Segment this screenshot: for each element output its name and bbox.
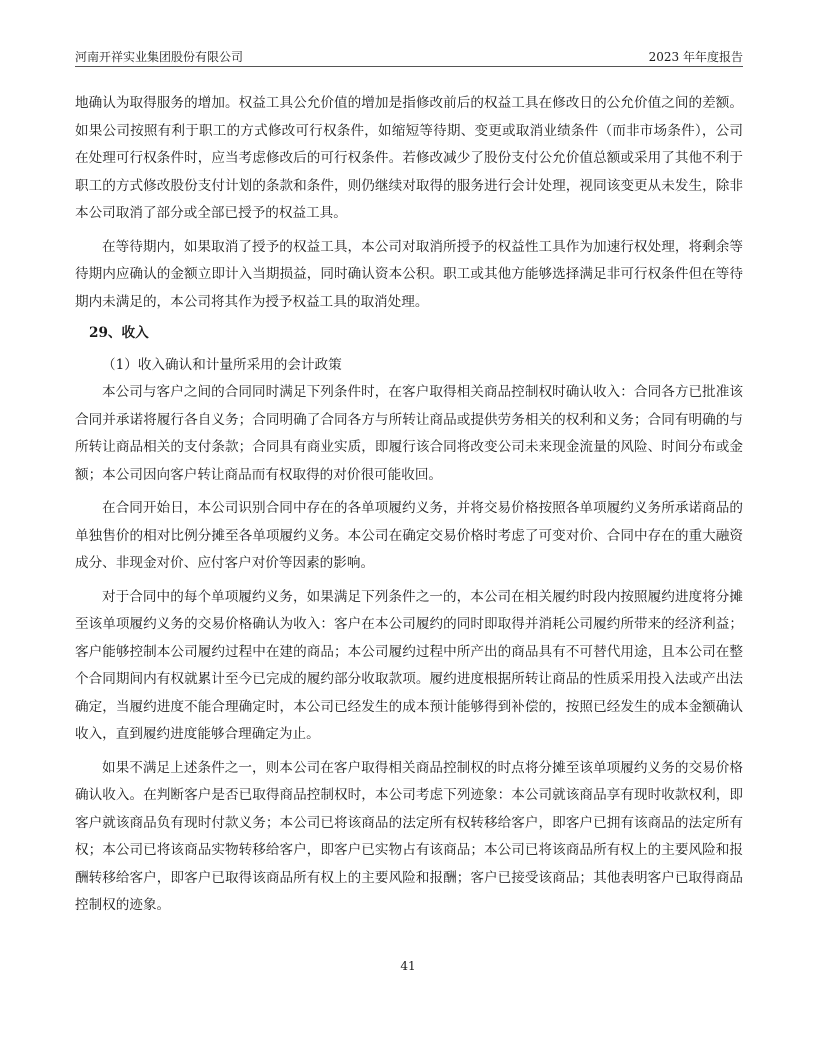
page-header xyxy=(75,46,743,66)
page-number: 41 xyxy=(400,959,416,973)
paragraph-point-in-time-recognition: 如果不满足上述条件之一，则本公司在客户取得相关商品控制权的时点将分摊至该单项履约义务的交易价格确认收入。在判断客户是否已取得商品控制权时，本公司考虑下列迹象：本公司就该商品享有现时收款权利，即客户就该商品负有现时付款义务；本公司已将该商品的法定所有权转移给客户，即客户已拥有该商品的法定所有权；本公司已将该商品实物转移给客户，即客户已实物占有该商品；本公司已将该商品所有权上的主要风险和报酬转移给客户，即客户已取得该商品所有权上的主要风险和报酬；客户已接受该商品；其他表明客户已取得商品控制权的迹象。 xyxy=(75,759,743,913)
header-report-title: 2023 年年度报告 xyxy=(648,50,743,64)
document-body xyxy=(75,90,743,920)
paragraph-over-time-recognition: 对于合同中的每个单项履约义务，如果满足下列条件之一的，本公司在相关履约时段内按照履约进度将分摊至该单项履约义务的交易价格确认为收入：客户在本公司履约的同时即取得并消耗公司履约所带来的经济利益；客户能够控制本公司履约过程中在建的商品；本公司履约过程中所产出的商品具有不可替代用途，且本公司在整个合同期间内有权就累计至今已完成的履约部分收取款项。履约进度根据所转让商品的性质采用投入法或产出法确定，当履约进度不能合理确定时，本公司已经发生的成本预计能够得到补偿的，按照已经发生的成本金额确认收入，直到履约进度能够合理确定为止。 xyxy=(75,588,743,742)
paragraph-performance-obligations: 在合同开始日，本公司识别合同中存在的各单项履约义务，并将交易价格按照各单项履约义务所承诺商品的单独售价的相对比例分摊至各单项履约义务。本公司在确定交易价格时考虑了可变对价、合同中存在的重大融资成分、非现金对价、应付客户对价等因素的影响。 xyxy=(75,500,743,571)
header-divider xyxy=(75,66,743,67)
subsection-heading-policy: （1）收入确认和计量所采用的会计政策 xyxy=(102,356,342,373)
paragraph-revenue-conditions: 本公司与客户之间的合同同时满足下列条件时，在客户取得相关商品控制权时确认收入：合同各方已批准该合同并承诺将履行各自义务；合同明确了合同各方与所转让商品或提供劳务相关的权利和义务；合同有明确的与所转让商品相关的支付条款；合同具有商业实质，即履行该合同将改变公司未来现金流量的风险、时间分布或金额；本公司因向客户转让商品而有权取得的对价很可能收回。 xyxy=(75,384,743,483)
paragraph-vesting-cancellation: 在等待期内，如果取消了授予的权益工具，本公司对取消所授予的权益性工具作为加速行权处理，将剩余等待期内应确认的金额立即计入当期损益，同时确认资本公积。职工或其他方能够选择满足非可行权条件但在等待期内未满足的，本公司将其作为授予权益工具的取消处理。 xyxy=(75,238,743,310)
paragraph-equity-modification: 地确认为取得服务的增加。权益工具公允价值的增加是指修改前后的权益工具在修改日的公允价值之间的差额。如果公司按照有利于职工的方式修改可行权条件，如缩短等待期、变更或取消业绩条件（而非市场条件），公司在处理可行权条件时，应当考虑修改后的可行权条件。若修改减少了股份支付公允价值总额或采用了其他不利于职工的方式修改股份支付计划的条款和条件，则仍继续对取得的服务进行会计处理，视同该变更从未发生，除非本公司取消了部分或全部已授予的权益工具。 xyxy=(75,95,743,221)
section-heading-revenue: 29、收入 xyxy=(89,325,149,341)
header-company-name: 河南开祥实业集团股份有限公司 xyxy=(75,50,244,64)
